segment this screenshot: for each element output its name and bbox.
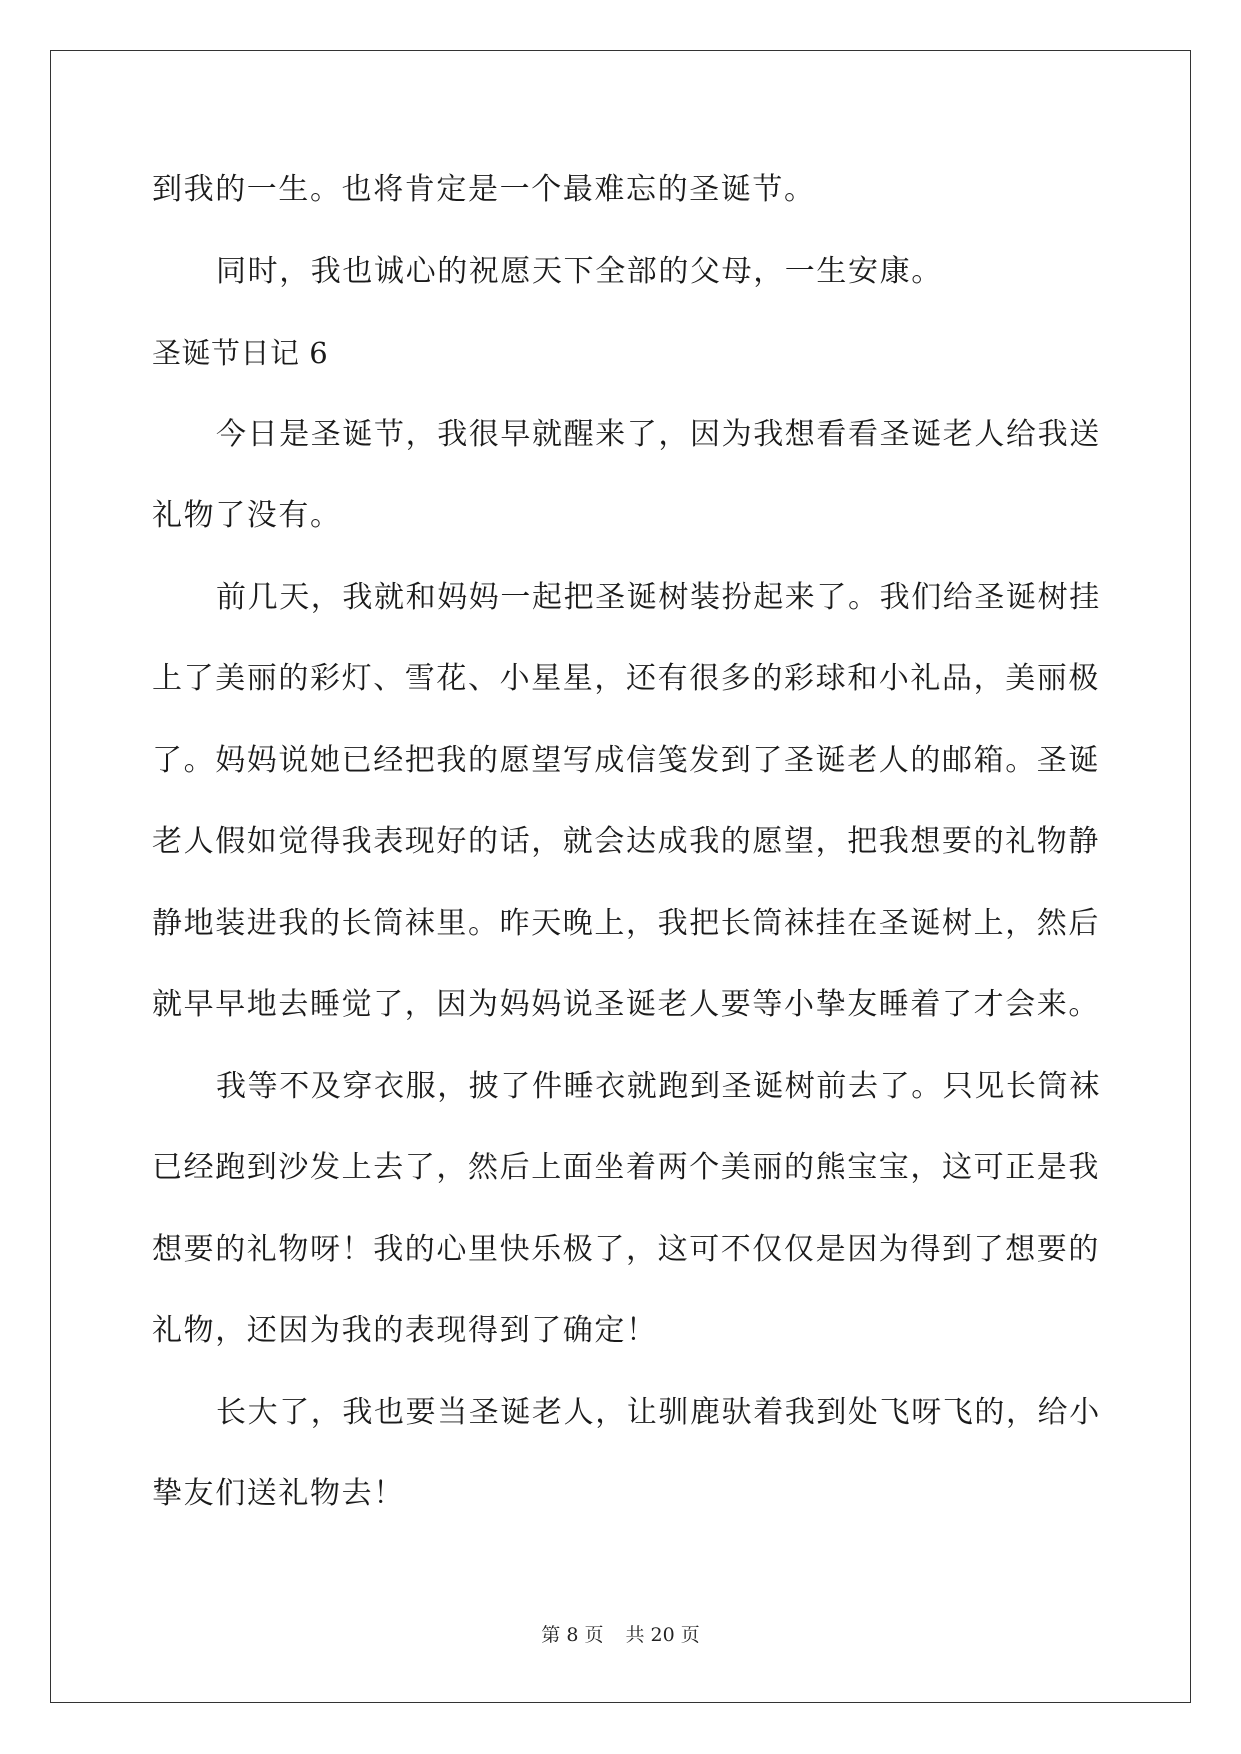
text-line: 上了美丽的彩灯、雪花、小星星，还有很多的彩球和小礼品，美丽极 [152,661,1100,696]
text-line: 长大了，我也要当圣诞老人，让驯鹿驮着我到处飞呀飞的，给小 [216,1394,1101,1430]
section-heading: 圣诞节日记 6 [152,336,329,370]
text-line: 已经跑到沙发上去了，然后上面坐着两个美丽的熊宝宝，这可正是我 [152,1150,1100,1185]
document-body [152,160,1101,1546]
text-line: 礼物，还因为我的表现得到了确定！ [152,1313,658,1348]
text-line: 老人假如觉得我表现好的话，就会达成我的愿望，把我想要的礼物静 [152,824,1100,859]
text-line: 静地装进我的长筒袜里。昨天晚上，我把长筒袜挂在圣诞树上，然后 [152,905,1100,941]
text-line: 今日是圣诞节，我很早就醒来了，因为我想看看圣诞老人给我送 [216,416,1101,452]
text-line: 了。妈妈说她已经把我的愿望写成信笺发到了圣诞老人的邮箱。圣诞 [152,742,1100,778]
text-line: 挚友们送礼物去！ [152,1476,405,1511]
text-line: 我等不及穿衣服，披了件睡衣就跑到圣诞树前去了。只见长筒袜 [216,1068,1101,1104]
page-number: 第 8 页 [541,1624,604,1646]
text-line: 到我的一生。也将肯定是一个最难忘的圣诞节。 [152,172,816,207]
page-total: 共 20 页 [625,1624,700,1646]
text-line: 想要的礼物呀！我的心里快乐极了，这可不仅仅是因为得到了想要的 [152,1231,1100,1267]
text-line: 就早早地去睡觉了，因为妈妈说圣诞老人要等小挚友睡着了才会来。 [152,987,1100,1022]
text-line: 前几天，我就和妈妈一起把圣诞树装扮起来了。我们给圣诞树挂 [216,579,1101,615]
text-line: 礼物了没有。 [152,498,342,533]
text-line: 同时，我也诚心的祝愿天下全部的父母，一生安康。 [216,253,943,289]
page-footer [0,1620,1241,1647]
